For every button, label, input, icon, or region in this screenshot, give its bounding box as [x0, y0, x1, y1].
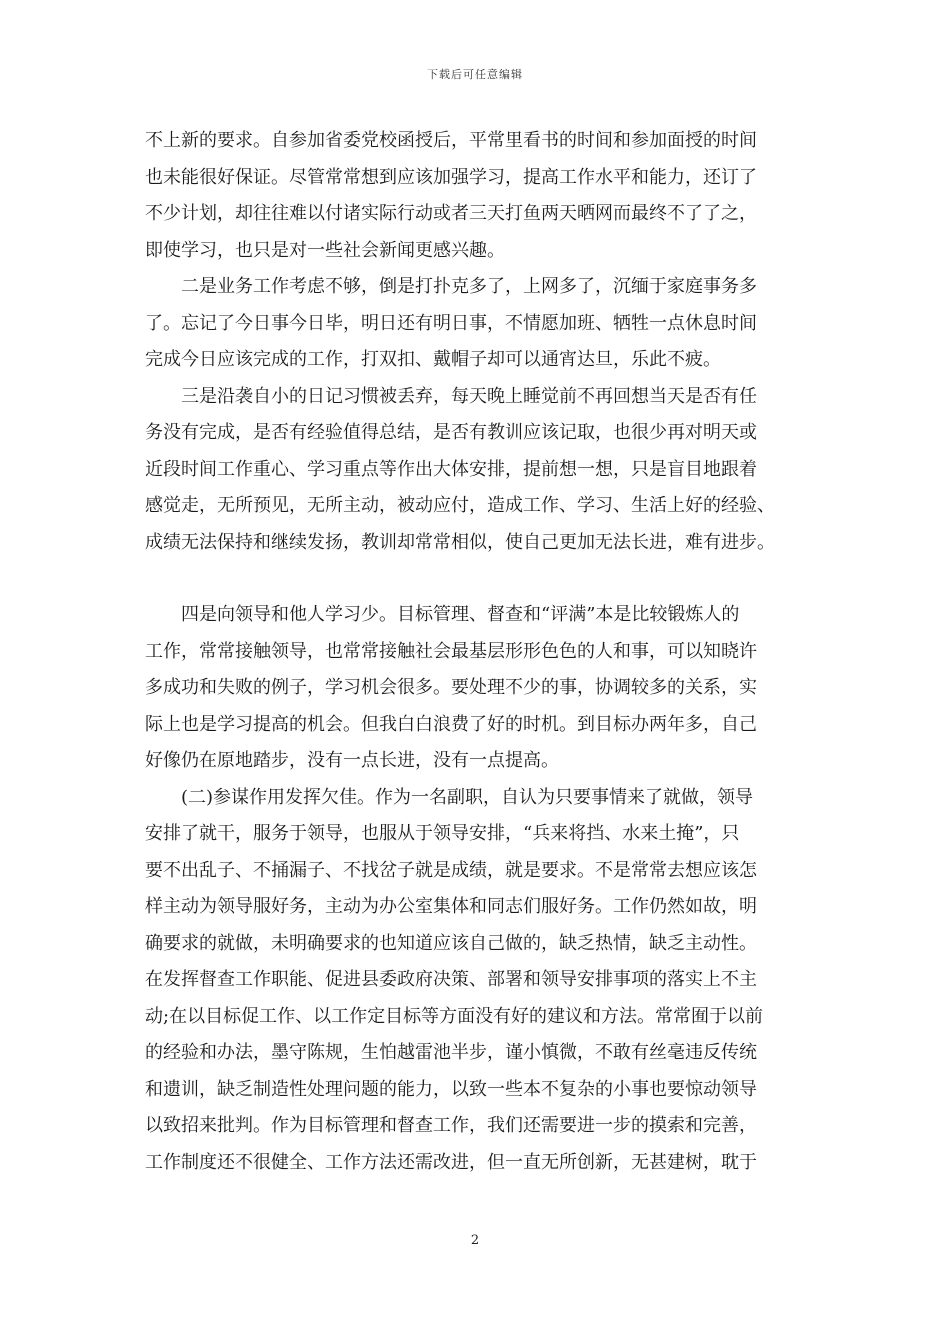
text-line: 动;在以目标促工作、以工作定目标等方面没有好的建议和方法。常常囿于以前	[145, 1005, 764, 1027]
text-line: 务没有完成，是否有经验值得总结，是否有教训应该记取，也很少再对明天或	[145, 422, 757, 443]
text-line: 成绩无法保持和继续发扬，教训却常常相似，使自己更加无法长进，难有进步。	[145, 531, 775, 553]
text-line: 好像仍在原地踏步，没有一点长进，没有一点提高。	[145, 750, 559, 771]
text-line: 要不出乱子、不捅漏子、不找岔子就是成绩，就是要求。不是常常去想应该怎	[145, 859, 757, 881]
text-line: 在发挥督查工作职能、促进县委政府决策、部署和领导安排事项的落实上不主	[145, 969, 757, 990]
text-line: 样主动为领导服好务，主动为办公室集体和同志们服好务。工作仍然如故，明	[145, 896, 757, 917]
text-line: 感觉走，无所预见，无所主动，被动应付，造成工作、学习、生活上好的经验、	[145, 495, 775, 516]
text-line: 三是沿袭自小的日记习惯被丢弃，每天晚上睡觉前不再回想当天是否有任	[181, 385, 757, 407]
paragraph-gap	[145, 561, 805, 597]
paragraph-point-three	[145, 379, 805, 562]
text-line: 也未能很好保证。尽管常常想到应该加强学习，提高工作水平和能力，还订了	[145, 166, 757, 188]
text-line: 安排了就干，服务于领导，也服从于领导安排，“兵来将挡、水来土掩”，只	[145, 823, 740, 844]
paragraph-point-four	[145, 597, 805, 780]
text-line: 的经验和办法，墨守陈规，生怕越雷池半步，谨小慎微，不敢有丝毫违反传统	[145, 1042, 757, 1063]
document-body	[145, 123, 805, 1181]
text-line: 即使学习，也只是对一些社会新闻更感兴趣。	[145, 239, 505, 261]
text-line: (二)参谋作用发挥欠佳。作为一名副职，自认为只要事情来了就做，领导	[181, 786, 754, 808]
text-line: 确要求的就做，未明确要求的也知道应该自己做的，缺乏热情，缺乏主动性。	[145, 932, 757, 954]
text-line: 和遗训，缺乏制造性处理问题的能力，以致一些本不复杂的小事也要惊动领导	[145, 1078, 757, 1100]
paragraph-point-two	[145, 269, 805, 379]
text-line: 际上也是学习提高的机会。但我白白浪费了好的时机。到目标办两年多，自己	[145, 713, 757, 735]
text-line: 四是向领导和他人学习少。目标管理、督查和“评满”本是比较锻炼人的	[181, 604, 740, 625]
text-line: 完成今日应该完成的工作，打双扣、戴帽子却可以通宵达旦，乐此不疲。	[145, 349, 721, 370]
text-line: 多成功和失败的例子，学习机会很多。要处理不少的事，协调较多的关系，实	[145, 677, 757, 698]
text-line: 工作制度还不很健全、工作方法还需改进，但一直无所创新，无甚建树，耽于	[145, 1151, 757, 1173]
text-line: 近段时间工作重心、学习重点等作出大体安排，提前想一想，只是盲目地跟着	[145, 458, 757, 480]
page-number: 2	[470, 1233, 480, 1248]
paragraph-section-two	[145, 780, 805, 1182]
text-line: 二是业务工作考虑不够，倒是打扑克多了，上网多了，沉缅于家庭事务多	[181, 276, 757, 297]
paragraph-continuation	[145, 123, 805, 269]
text-line: 了。忘记了今日事今日毕，明日还有明日事，不情愿加班、牺牲一点休息时间	[145, 312, 757, 334]
text-line: 工作，常常接触领导，也常常接触社会最基层形形色色的人和事，可以知晓许	[145, 640, 757, 662]
text-line: 不上新的要求。自参加省委党校函授后，平常里看书的时间和参加面授的时间	[145, 130, 757, 151]
text-line: 不少计划，却往往难以付诸实际行动或者三天打鱼两天晒网而最终不了了之，	[145, 203, 757, 224]
page-header: 下载后可任意编辑	[427, 68, 523, 81]
text-line: 以致招来批判。作为目标管理和督查工作，我们还需要进一步的摸索和完善，	[145, 1115, 757, 1136]
